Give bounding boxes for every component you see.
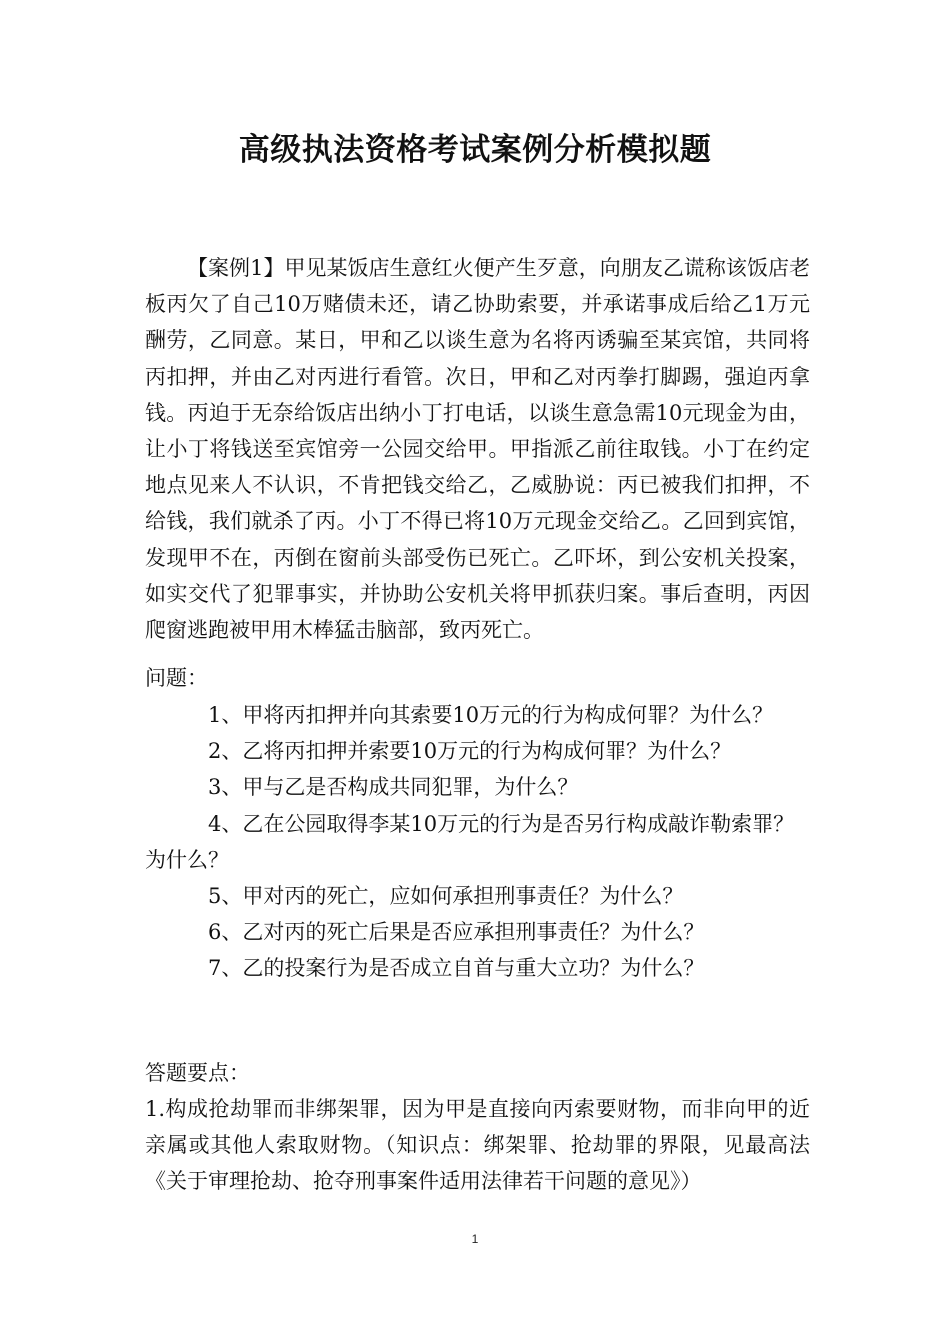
answers-heading: 答题要点：	[145, 1061, 250, 1085]
questions-list	[145, 697, 810, 987]
case-paragraph: 【案例1】甲见某饭店生意红火便产生歹意，向朋友乙谎称该饭店老板丙欠了自己10万赌债未还，请乙协助索要，并承诺事成后给乙1万元酬劳，乙同意。某日，甲和乙以谈生意为名将丙诱骗至某宾馆，共同将丙扣押，并由乙对丙进行看管。次日，甲和乙对丙拳打脚踢，强迫丙拿钱。丙迫于无奈给饭店出纳小丁打电话，以谈生意急需10元现金为由，让小丁将钱送至宾馆旁一公园交给甲。甲指派乙前往取钱。小丁在约定地点见来人不认识，不肯把钱交给乙，乙威胁说：丙已被我们扣押，不给钱，我们就杀了丙。小丁不得已将10万元现金交给乙。乙回到宾馆，发现甲不在，丙倒在窗前头部受伤已死亡。乙吓坏，到公安机关投案，如实交代了犯罪事实，并协助公安机关将甲抓获归案。事后查明，丙因爬窗逃跑被甲用木棒猛击脑部，致丙死亡。	[145, 256, 810, 643]
question-item: 5、甲对丙的死亡，应如何承担刑事责任？为什么？	[208, 884, 684, 909]
question-item: 6、乙对丙的死亡后果是否应承担刑事责任？为什么？	[208, 920, 705, 945]
question-item: 4、乙在公园取得李某10万元的行为是否另行构成敲诈勒索罪？为什么？	[145, 811, 795, 872]
document-title: 高级执法资格考试案例分析模拟题	[238, 132, 712, 168]
question-item: 7、乙的投案行为是否成立自首与重大立功？为什么？	[208, 956, 705, 981]
question-item: 1、甲将丙扣押并向其索要10万元的行为构成何罪？为什么？	[208, 703, 774, 727]
page-number: 1	[471, 1232, 479, 1246]
question-item: 2、乙将丙扣押并索要10万元的行为构成何罪？为什么？	[208, 739, 732, 764]
answer-paragraph: 1.构成抢劫罪而非绑架罪，因为甲是直接向丙索要财物，而非向甲的近亲属或其他人索取财物。（知识点：绑架罪、抢劫罪的界限，见最高法《关于审理抢劫、抢夺刑事案件适用法律若干问题的意见》）	[145, 1097, 810, 1194]
question-item: 3、甲与乙是否构成共同犯罪，为什么？	[208, 775, 579, 800]
questions-heading: 问题：	[145, 666, 208, 690]
